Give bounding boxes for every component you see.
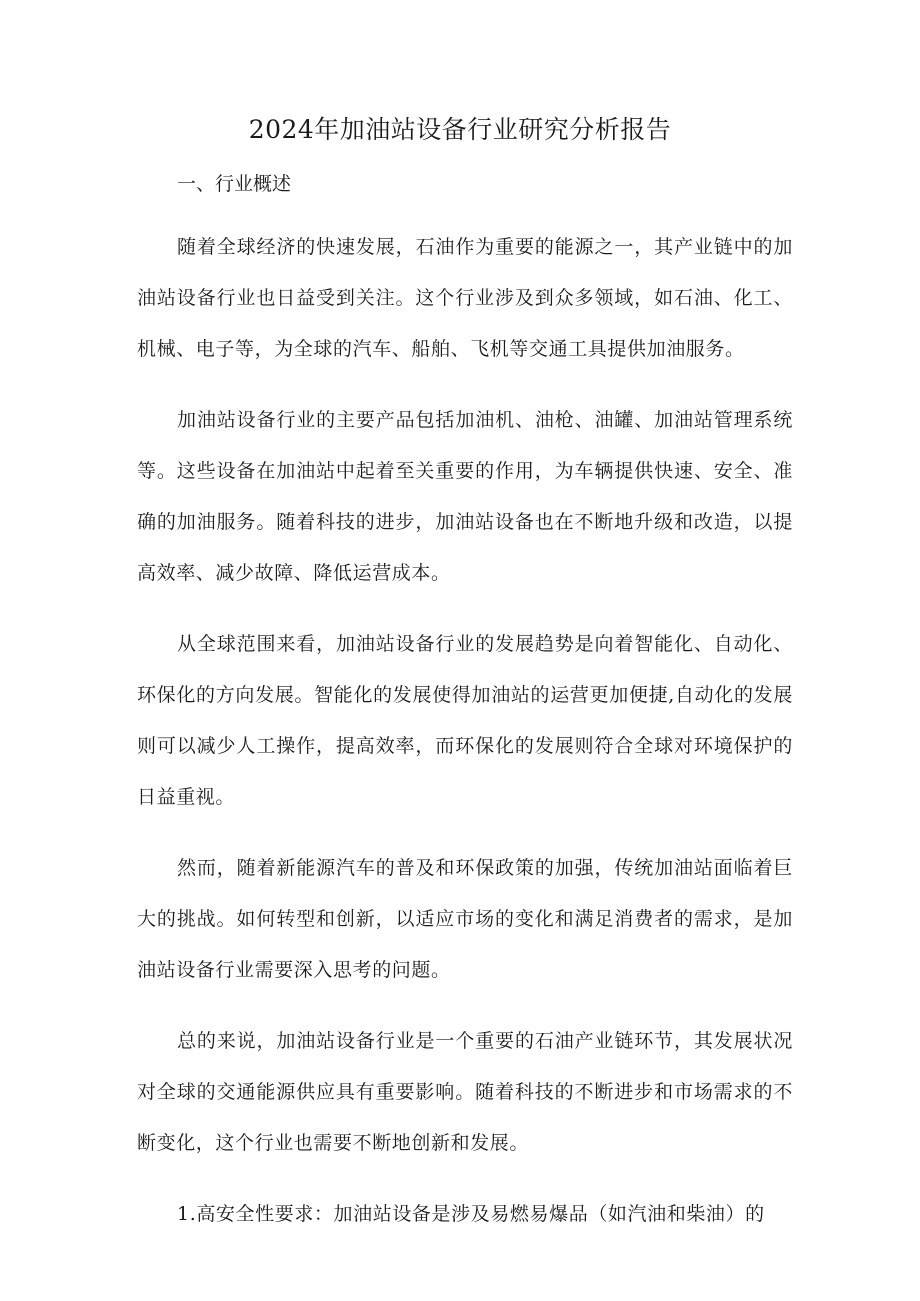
document-title: 2024年加油站设备行业研究分析报告: [248, 115, 672, 144]
document-body: [137, 168, 793, 1240]
paragraph: 从全球范围来看，加油站设备行业的发展趋势是向着智能化、自动化、环保化的方向发展。智能化的发展使得加油站的运营更加便捷,自动化的发展则可以减少人工操作，提高效率，而环保化的发展则符合全球对环境保护的日益重视。: [137, 633, 793, 808]
paragraph: 加油站设备行业的主要产品包括加油机、油枪、油罐、加油站管理系统等。这些设备在加油站中起着至关重要的作用，为车辆提供快速、安全、准确的加油服务。随着科技的进步，加油站设备也在不断地升级和改造，以提高效率、减少故障、降低运营成本。: [137, 409, 793, 584]
section-heading: 一、行业概述: [177, 173, 292, 195]
paragraph: 总的来说，加油站设备行业是一个重要的石油产业链环节，其发展状况对全球的交通能源供应具有重要影响。随着科技的不断进步和市场需求的不断变化，这个行业也需要不断地创新和发展。: [137, 1030, 793, 1154]
paragraph: 1.高安全性要求：加油站设备是涉及易燃易爆品（如汽油和柴油）的: [177, 1203, 765, 1225]
paragraph: 随着全球经济的快速发展，石油作为重要的能源之一，其产业链中的加油站设备行业也日益受到关注。这个行业涉及到众多领域，如石油、化工、机械、电子等，为全球的汽车、船舶、飞机等交通工具提供加油服务。: [137, 236, 793, 360]
paragraph: 然而，随着新能源汽车的普及和环保政策的加强，传统加油站面临着巨大的挑战。如何转型和创新，以适应市场的变化和满足消费者的需求，是加油站设备行业需要深入思考的问题。: [137, 857, 793, 981]
